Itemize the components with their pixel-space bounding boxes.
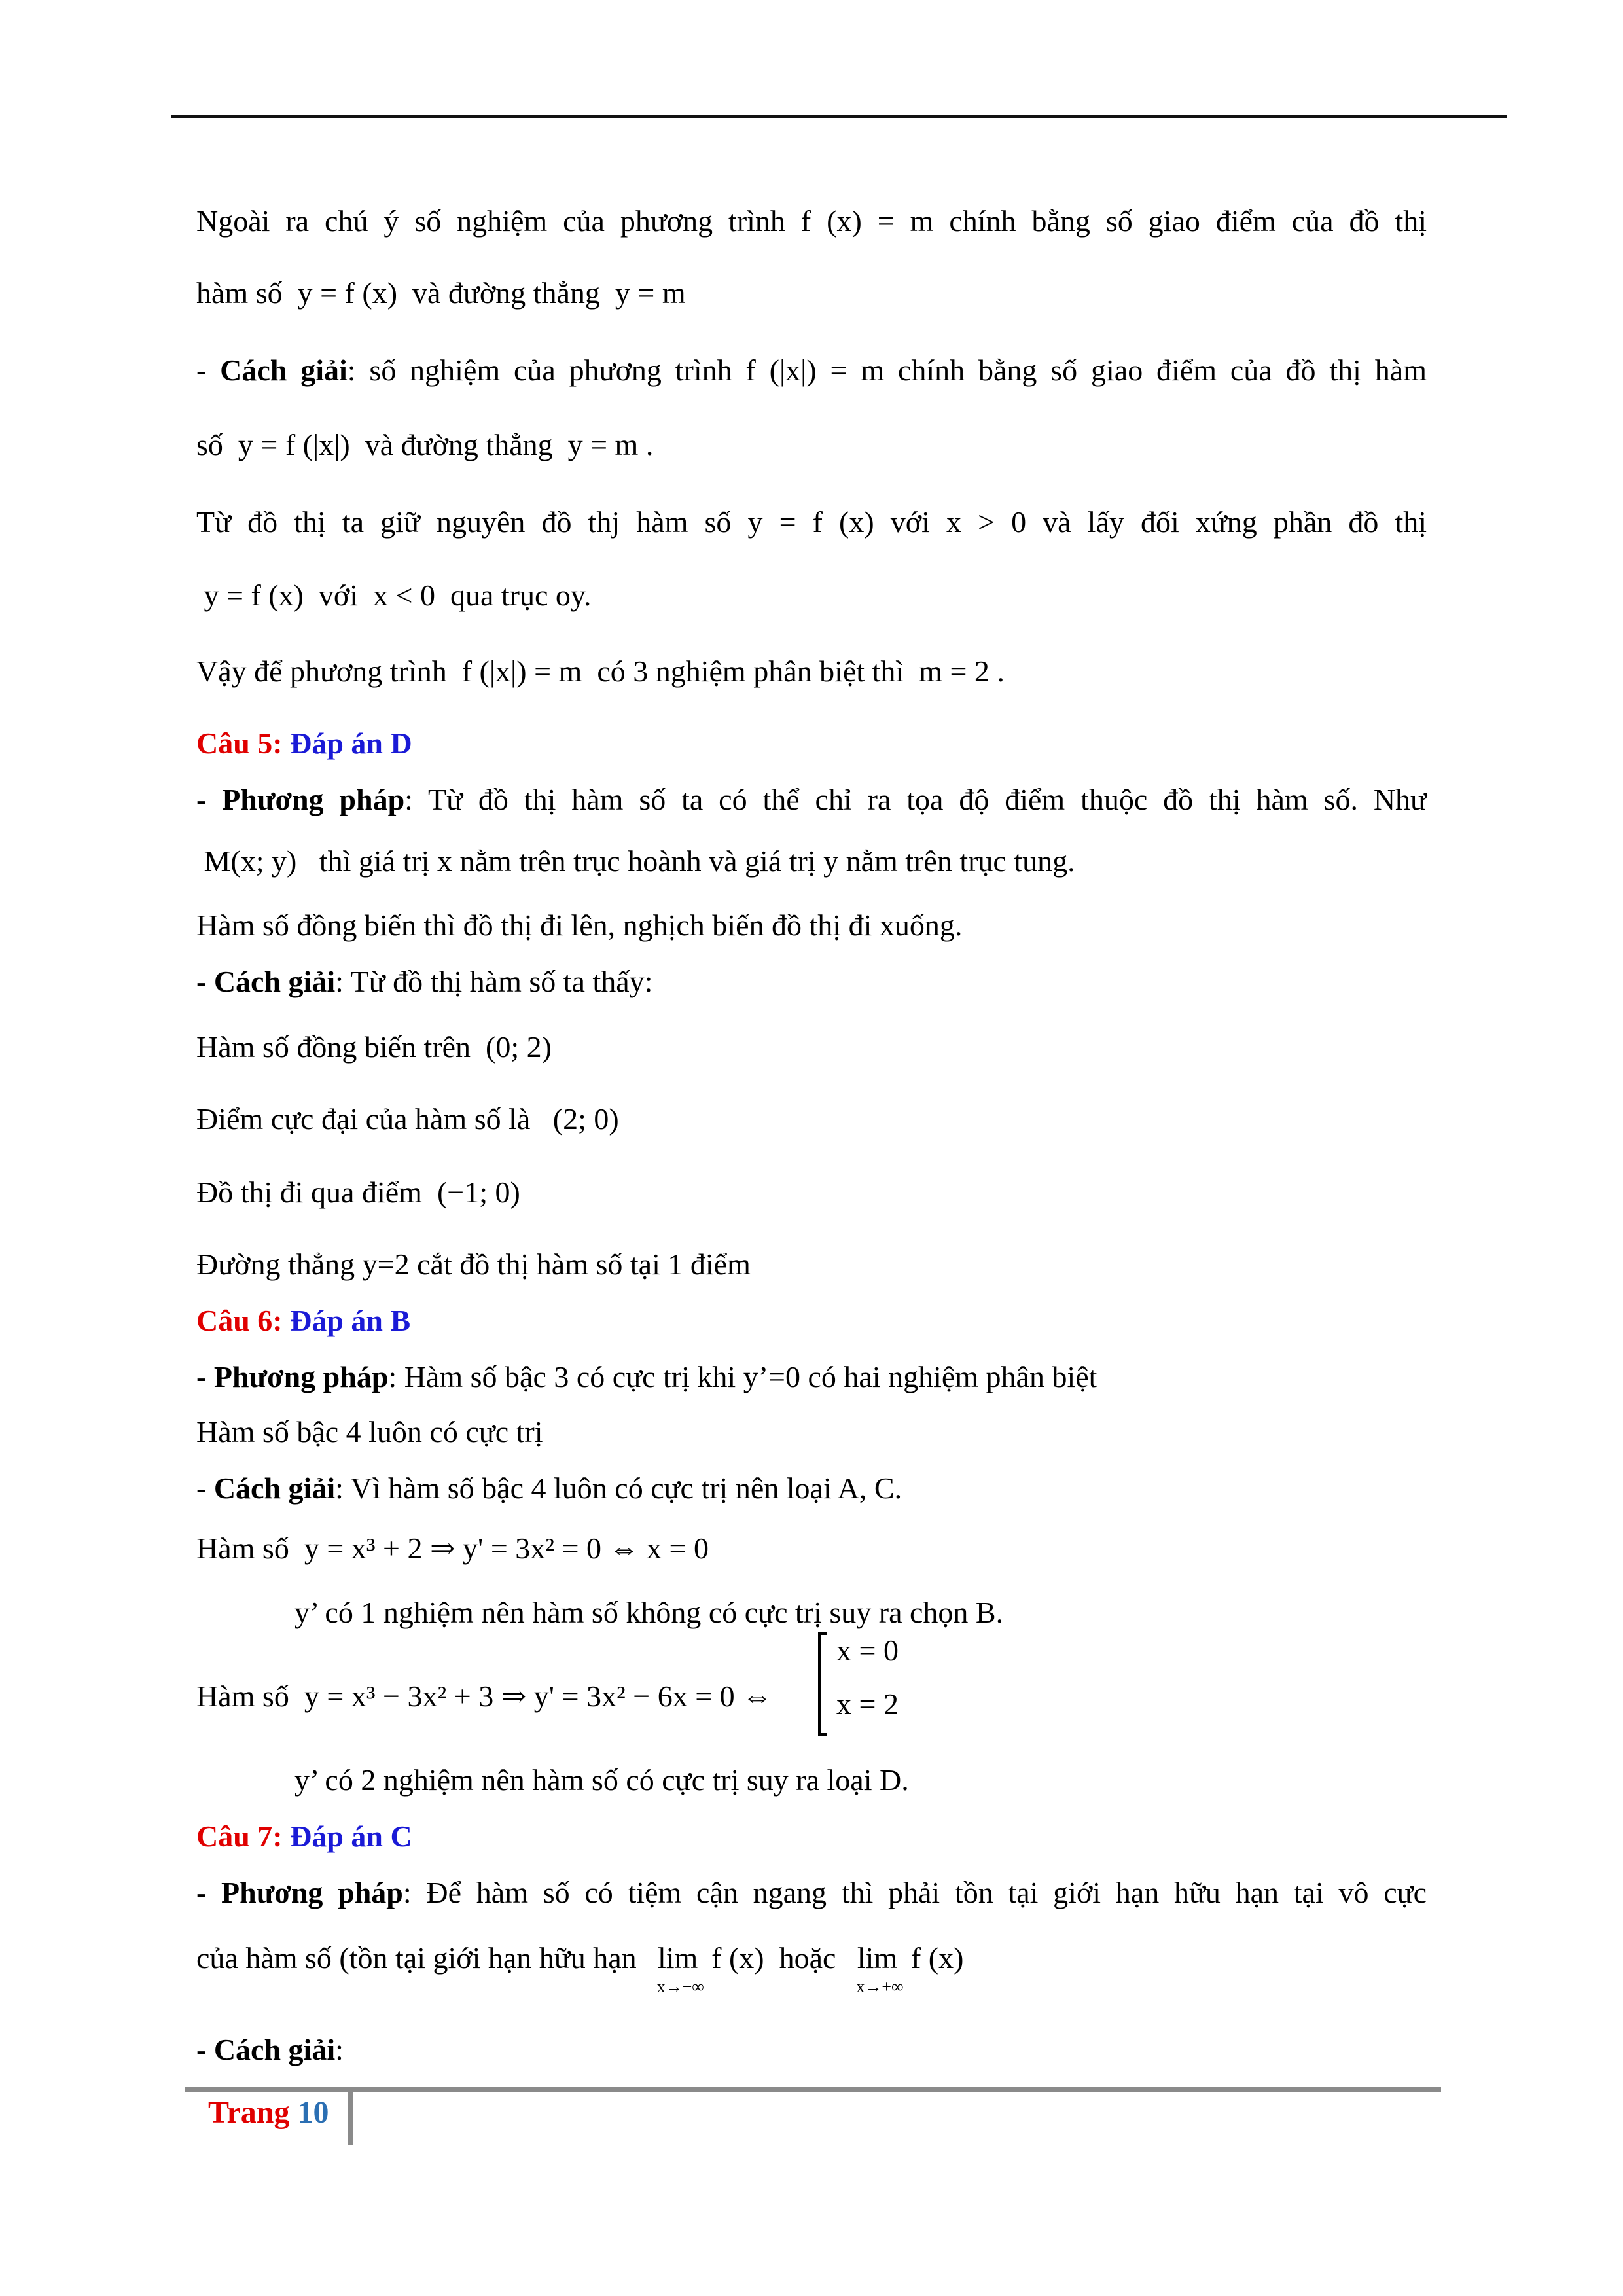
math-expression: y = f (x): [297, 276, 398, 310]
lim-subscript: x→−∞: [656, 1977, 704, 1996]
text: : Để hàm số có tiệm cận ngang thì phải tồn tại giới hạn hữu hạn tại vô cực: [402, 1876, 1427, 1909]
text: Từ đồ thị ta giữ nguyên đồ thj hàm số: [196, 505, 732, 539]
page-footer: [208, 2094, 329, 2130]
text: chính bằng số giao điểm của đồ thị: [949, 204, 1427, 238]
paragraph-line: [196, 781, 1427, 818]
text: thì giá trị x nằm trên trục hoành và giá trị y nằm trên trục tung.: [319, 844, 1075, 878]
math-expression: f (x): [711, 1941, 764, 1975]
paragraph-line: [196, 275, 686, 312]
paragraph-line: [294, 1594, 1003, 1631]
text: có 3 nghiệm phân biệt thì: [597, 655, 904, 688]
answer-key: Đáp án D: [290, 726, 412, 760]
section-label: - Cách giải: [196, 1471, 336, 1505]
math-expression: (−1; 0): [437, 1175, 520, 1209]
footer-rule: [185, 2087, 1441, 2092]
math-expression: y = m .: [567, 428, 654, 461]
paragraph-line: [196, 1530, 709, 1567]
math-expression: M(x; y): [204, 844, 297, 878]
math-expression: f (|x|) = m: [745, 353, 885, 387]
section-label: - Phương pháp: [196, 1876, 403, 1909]
text: với: [890, 505, 930, 539]
text: Hàm số: [196, 1679, 289, 1713]
math-expression: y = f (x): [747, 505, 874, 539]
paragraph-line: [196, 1174, 520, 1211]
text: Đường thẳng y=2 cắt đồ thị hàm số tại 1 điểm: [196, 1247, 751, 1281]
text: Ngoài ra chú ý số nghiệm của phương trình: [196, 204, 785, 238]
text: : Hàm số bậc 3 có cực trị khi y’=0 có hai nghiệm phân biệt: [388, 1360, 1097, 1393]
text: và đường thẳng: [412, 276, 600, 310]
text: hoặc: [779, 1941, 836, 1975]
paragraph-line: [196, 577, 591, 614]
page-number: 10: [297, 2095, 329, 2130]
answer-key: Đáp án C: [290, 1820, 412, 1853]
text: : số nghiệm của phương trình: [347, 353, 732, 387]
paragraph-line: [196, 1414, 543, 1450]
paragraph-line: [196, 2032, 344, 2068]
paragraph-line: [196, 352, 1427, 389]
lim-subscript: x→+∞: [856, 1977, 904, 1996]
paragraph-line: [294, 1762, 909, 1799]
text: Hàm số đồng biến trên: [196, 1030, 471, 1064]
system-row: x = 2: [836, 1687, 899, 1721]
text: và lấy đối xứng phần đồ thị: [1043, 505, 1427, 539]
paragraph-line: [196, 1359, 1097, 1395]
text: :: [335, 2033, 344, 2066]
paragraph-line: [196, 1101, 619, 1138]
text: và đường thẳng: [365, 428, 553, 461]
paragraph-line: [196, 1029, 552, 1066]
system-bracket: [818, 1632, 827, 1736]
question-number: Câu 5:: [196, 726, 283, 760]
paragraph-line: [196, 1470, 902, 1507]
paragraph-line: [196, 1246, 751, 1283]
section-label: - Cách giải: [196, 353, 348, 387]
text: Điểm cực đại của hàm số là: [196, 1102, 531, 1136]
text: y’ có 1 nghiệm nên hàm số không có cực trị suy ra chọn B.: [294, 1596, 1004, 1629]
math-expression: (2; 0): [552, 1102, 619, 1136]
text: : Vì hàm số bậc 4 luôn có cực trị nên loại A, C.: [335, 1471, 902, 1505]
math-expression: (0; 2): [486, 1030, 552, 1064]
section-label: - Phương pháp: [196, 783, 405, 816]
math-expression: m = 2 .: [919, 655, 1005, 688]
paragraph-line: [196, 1678, 772, 1715]
paragraph-line: [196, 1874, 1427, 1911]
section-label: - Cách giải: [196, 965, 336, 998]
header-rule: [171, 115, 1507, 118]
page-label: Trang: [208, 2095, 290, 2130]
text: : Từ đồ thị hàm số ta có thể chỉ ra tọa độ điểm thuộc đồ thị hàm số. Như: [404, 783, 1427, 816]
system-row: x = 0: [836, 1634, 899, 1667]
math-expression: x > 0: [946, 505, 1027, 539]
text: Đồ thị đi qua điểm: [196, 1175, 422, 1209]
lim-operator: lim: [658, 1941, 698, 1975]
question-heading: [196, 1818, 412, 1855]
paragraph-line: [196, 427, 653, 463]
text: số: [196, 428, 223, 461]
math-expression: y = x³ + 2 ⇒ y' = 3x² = 0 ⇔ x = 0: [304, 1532, 709, 1565]
limit-expression: [851, 1940, 904, 1996]
question-number: Câu 7:: [196, 1820, 283, 1853]
text: Vậy để phương trình: [196, 655, 447, 688]
text: Hàm số: [196, 1532, 289, 1565]
text: với: [318, 579, 359, 612]
math-expression: y = f (x): [204, 579, 304, 612]
limit-expression: [652, 1940, 704, 1996]
question-number: Câu 6:: [196, 1304, 283, 1337]
text: Hàm số đồng biến thì đồ thị đi lên, nghịch biến đồ thị đi xuống.: [196, 908, 963, 942]
math-expression: y = m: [615, 276, 686, 310]
text: của hàm số (tồn tại giới hạn hữu hạn: [196, 1941, 637, 1975]
math-expression: f (|x|) = m: [461, 655, 582, 688]
lim-operator: lim: [857, 1941, 898, 1975]
paragraph-line: [196, 963, 652, 1000]
paragraph-line: [196, 907, 962, 944]
paragraph-line: [196, 653, 1005, 690]
paragraph-line: [196, 203, 1427, 240]
question-heading: [196, 725, 412, 762]
answer-key: Đáp án B: [290, 1304, 411, 1337]
paragraph-line: [196, 504, 1427, 541]
math-expression: f (x) = m: [800, 204, 934, 238]
math-expression: y = f (|x|): [238, 428, 350, 461]
text: Hàm số bậc 4 luôn có cực trị: [196, 1415, 543, 1448]
text: qua trục oy.: [450, 579, 592, 612]
paragraph-line: [196, 843, 1075, 880]
section-label: - Phương pháp: [196, 1360, 389, 1393]
question-heading: [196, 1302, 410, 1339]
math-expression: y = x³ − 3x² + 3 ⇒ y' = 3x² − 6x = 0 ⇔: [304, 1679, 773, 1713]
text: y’ có 2 nghiệm nên hàm số có cực trị suy ra loại D.: [294, 1763, 909, 1797]
text: : Từ đồ thị hàm số ta thấy:: [335, 965, 653, 998]
footer-divider: [348, 2088, 353, 2145]
math-expression: f (x): [910, 1941, 964, 1975]
section-label: - Cách giải: [196, 2033, 336, 2066]
math-expression: x < 0: [373, 579, 435, 612]
paragraph-line: [196, 1940, 964, 1996]
text: chính bằng số giao điểm của đồ thị hàm: [897, 353, 1427, 387]
text: hàm số: [196, 276, 283, 310]
